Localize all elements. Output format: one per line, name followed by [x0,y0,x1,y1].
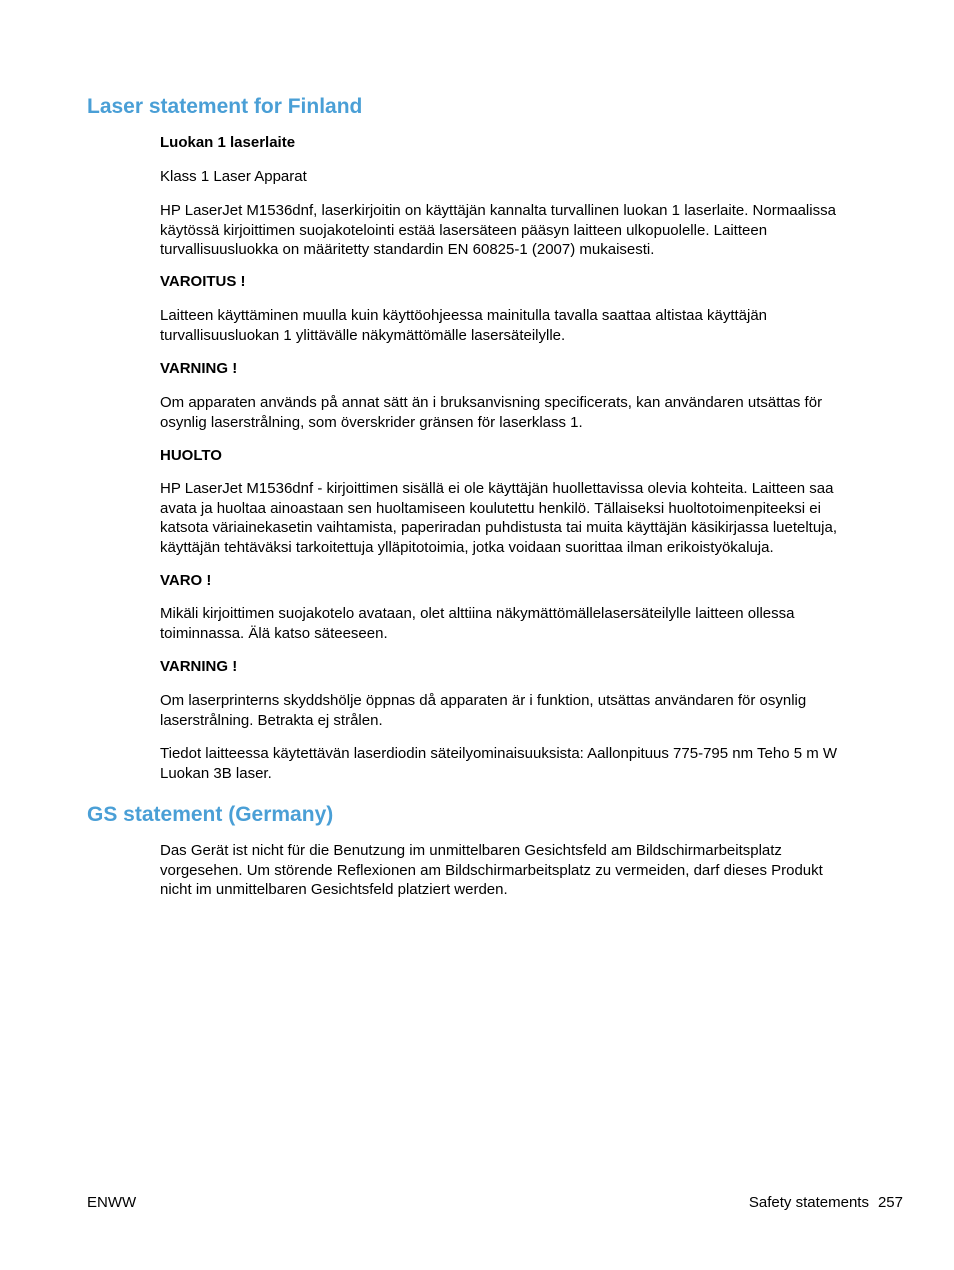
section-title-gs-germany: GS statement (Germany) [87,803,334,826]
huolto-paragraph [160,479,900,557]
footer-left-label: ENWW [87,1194,137,1211]
gs-paragraph [160,841,900,900]
varning-line: laserstrålning. Betrakta ej strålen. [160,711,383,729]
intro-line: turvallisuusluokka on määritetty standardin EN 60825-1 (2007) mukaisesti. [160,241,655,258]
varo-line: Mikäli kirjoittimen suojakotelo avataan, olet alttiina näkymättömällelasersäteilylle laitteen ollessa [160,605,795,622]
varning-line: Om apparaten används på annat sätt än i bruksanvisning specificerats, kan användaren utsättas för [160,394,823,411]
gs-line: Das Gerät ist nicht für die Benutzung im unmittelbaren Gesichtsfeld am Bildschirmarbeitsplatz [160,842,782,859]
diode-line: Luokan 3B laser. [160,764,272,782]
huolto-label: HUOLTO [160,447,222,464]
varoitus-line: turvallisuusluokan 1 ylittävälle näkymättömälle lasersäteilylle. [160,326,566,344]
footer-right [749,1193,903,1212]
footer-section-name: Safety statements [748,1194,869,1211]
varning-line: Om laserprinterns skyddshölje öppnas då apparaten är i funktion, utsättas användaren för osynlig [160,692,807,709]
diode-line: Tiedot laitteessa käytettävän laserdiodin säteilyominaisuuksista: Aallonpituus 775-795 nm Teho 5 m W [160,745,838,762]
varo-paragraph [160,604,900,643]
intro-paragraph [160,201,900,260]
varning-line: osynlig laserstrålning, som överskrider gränsen för laserklass 1. [160,413,583,431]
gs-line: vorgesehen. Um störende Reflexionen am Bildschirmarbeitsplatz zu vermeiden, darf dieses Produkt [160,861,823,879]
varoitus-line: Laitteen käyttäminen muulla kuin käyttöohjeessa mainitulla tavalla saattaa altistaa käyttäjän [160,307,768,324]
varoitus-label: VAROITUS ! [160,273,246,290]
section-title-laser-finland: Laser statement for Finland [87,95,363,118]
varning-label-1: VARNING ! [160,360,238,377]
varo-line: toiminnassa. Älä katso säteeseen. [160,624,388,642]
varo-label: VARO ! [160,572,212,589]
intro-line: käytössä kirjoittimen suojakotelointi estää lasersäteen pääsyn laitteen ulkopuolelle. Laitteen [160,221,768,239]
intro-line: HP LaserJet M1536dnf, laserkirjoitin on käyttäjän kannalta turvallinen luokan 1 laserlaite. Normaalissa [160,202,836,219]
gs-line: nicht im unmittelbaren Gesichtsfeld platziert werden. [160,881,508,898]
huolto-line: avata ja huoltaa ainoastaan sen huoltamiseen koulutettu henkilö. Tällaiseksi huoltotoimenpiteeksi ei [160,499,821,517]
laser-diode-paragraph [160,744,900,783]
page-number: 257 [877,1194,903,1211]
huolto-line: HP LaserJet M1536dnf - kirjoittimen sisällä ei ole käyttäjän huollettavissa olevia kohteita. Laitteen saa [160,480,834,497]
subtitle-luokan-1: Luokan 1 laserlaite [160,134,296,151]
class-line: Klass 1 Laser Apparat [160,168,307,185]
varning-paragraph-1 [160,393,900,432]
varoitus-paragraph [160,306,900,345]
varning-paragraph-2 [160,691,900,730]
huolto-line: katsota väriainekasetin vaihtamista, paperiradan puhdistusta tai muita käyttäjän käsikirjassa lueteltuja, [160,519,838,536]
varning-label-2: VARNING ! [160,658,238,675]
huolto-line: käyttäjän tehtäväksi tarkoitettuja ylläpitotoimia, jotka voidaan suorittaa ilman erikoistyökaluja. [160,538,774,556]
